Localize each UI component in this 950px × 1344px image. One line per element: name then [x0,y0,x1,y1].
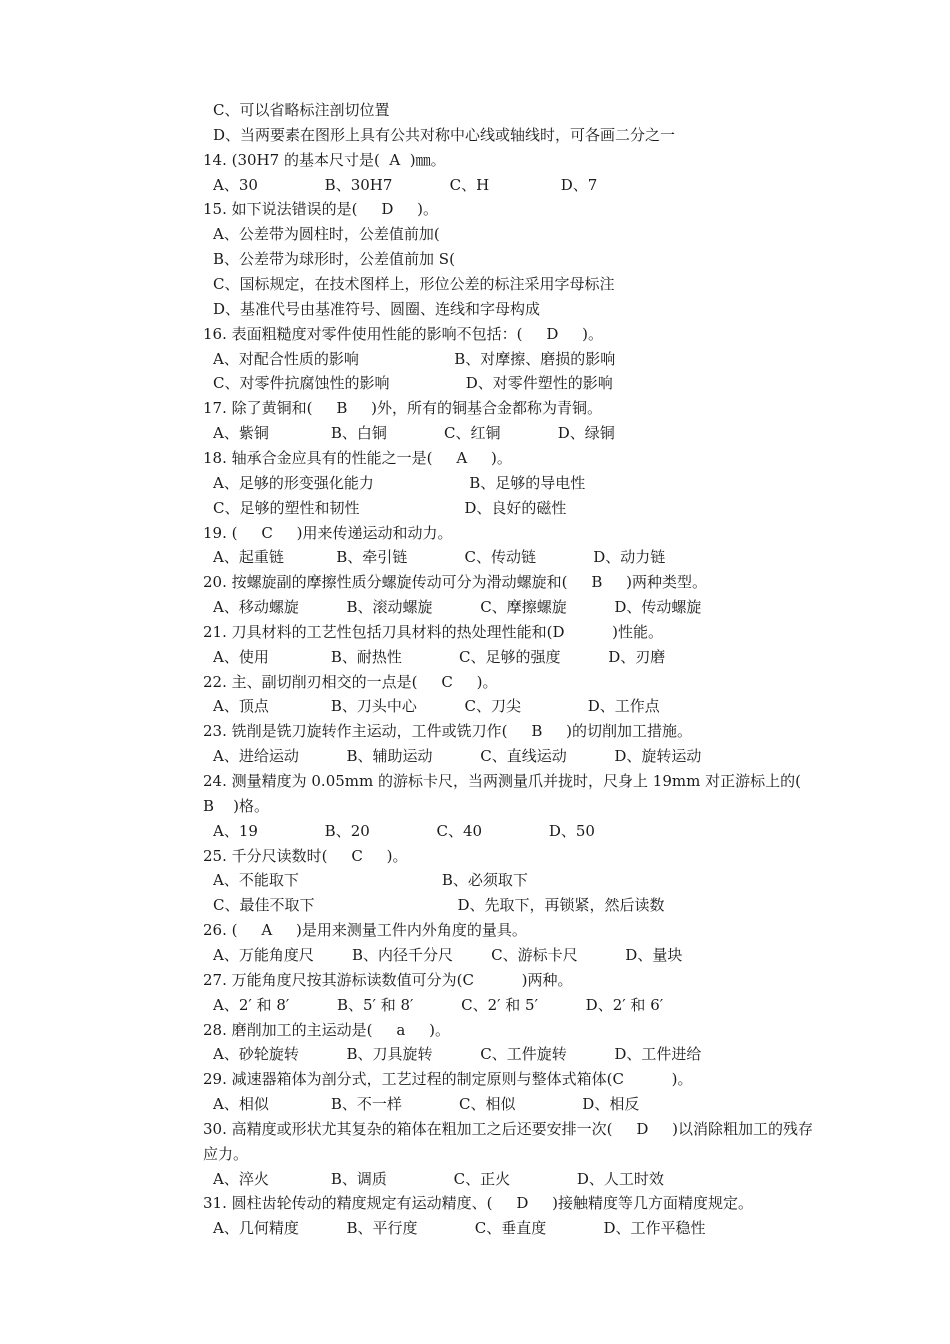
option-line: A、30 B、30H7 C、H D、7 [213,175,598,194]
option-line: C、可以省略标注剖切位置 [213,101,390,119]
option-line: B、公差带为球形时，公差值前加 S( [213,250,455,269]
option-line: D、当两要素在图形上具有公共对称中心线或轴线时，可各画二分之一 [213,125,676,144]
question-line: 26. ( A )是用来测量工件内外角度的量具。 [203,921,527,940]
option-line: A、移动螺旋 B、滚动螺旋 C、摩擦螺旋 D、传动螺旋 [213,598,702,616]
question-line: B )格。 [203,796,269,815]
question-line: 31. 圆柱齿轮传动的精度规定有运动精度、( D )接触精度等几方面精度规定。 [203,1194,754,1213]
question-line: 17. 除了黄铜和( B )外，所有的铜基合金都称为青铜。 [203,399,603,418]
question-line: 19. ( C )用来传递运动和动力。 [203,523,453,542]
option-line: C、国标规定，在技术图样上，形位公差的标注采用字母标注 [213,275,615,293]
question-line: 21. 刀具材料的工艺性包括刀具材料的热处理性能和(D )性能。 [203,622,664,641]
question-line: 18. 轴承合金应具有的性能之一是( A )。 [203,448,512,467]
option-line: A、2′ 和 8′ B、5′ 和 8′ C、2′ 和 5′ D、2′ 和 6′ [213,995,664,1014]
question-line: 16. 表面粗糙度对零件使用性能的影响不包括：( D )。 [203,324,604,343]
option-line: A、砂轮旋转 B、刀具旋转 C、工件旋转 D、工件进给 [213,1045,702,1064]
question-line: 23. 铣削是铣刀旋转作主运动，工件或铣刀作( B )的切削加工措施。 [203,722,693,741]
option-line: C、足够的塑性和韧性 D、良好的磁性 [213,498,567,517]
option-line: A、19 B、20 C、40 D、50 [213,821,595,840]
option-line: A、不能取下 B、必须取下 [213,871,528,890]
option-line: A、紫铜 B、白铜 C、红铜 D、绿铜 [213,424,615,443]
option-line: A、公差带为圆柱时，公差值前加( [213,225,440,244]
option-line: C、对零件抗腐蚀性的影响 D、对零件塑性的影响 [213,374,613,393]
option-line: A、万能角度尺 B、内径千分尺 C、游标卡尺 D、量块 [213,945,683,964]
question-line: 25. 千分尺读数时( C )。 [203,846,408,865]
option-line: A、几何精度 B、平行度 C、垂直度 D、工作平稳性 [213,1219,706,1238]
option-line: A、顶点 B、刀头中心 C、刀尖 D、工作点 [213,697,660,716]
option-line: A、对配合性质的影响 B、对摩擦、磨损的影响 [213,349,616,368]
question-line: 15. 如下说法错误的是( D )。 [203,200,439,219]
option-line: A、足够的形变强化能力 B、足够的导电性 [213,473,586,492]
option-line: C、最佳不取下 D、先取下，再锁紧，然后读数 [213,896,665,915]
option-line: A、进给运动 B、辅助运动 C、直线运动 D、旋转运动 [213,747,702,766]
option-line: A、相似 B、不一样 C、相似 D、相反 [213,1095,640,1113]
question-line: 14. (30H7 的基本尺寸是( A )㎜。 [203,150,446,169]
question-line: 22. 主、副切削刃相交的一点是( C )。 [203,672,498,691]
question-line: 20. 按螺旋副的摩擦性质分螺旋传动可分为滑动螺旋和( B )两种类型。 [203,573,708,592]
option-line: A、淬火 B、调质 C、正火 D、人工时效 [213,1169,664,1188]
question-line: 29. 减速器箱体为剖分式，工艺过程的制定原则与整体式箱体(C )。 [203,1070,693,1089]
question-line: 24. 测量精度为 0.05mm 的游标卡尺，当两测量爪并拢时，尺身上 19mm 对正游标上的( [203,772,801,790]
option-line: A、使用 B、耐热性 C、足够的强度 D、刃磨 [213,647,666,666]
question-line: 30. 高精度或形状尤其复杂的箱体在粗加工之后还要安排一次( D )以消除粗加工的残存 [203,1119,814,1138]
question-line: 应力。 [203,1144,249,1163]
option-line: D、基准代号由基准符号、圆圈、连线和字母构成 [213,299,541,318]
option-line: A、起重链 B、牵引链 C、传动链 D、动力链 [213,548,666,567]
question-line: 28. 磨削加工的主运动是( a )。 [203,1020,450,1039]
question-line: 27. 万能角度尺按其游标读数值可分为(C )两种。 [203,970,573,989]
